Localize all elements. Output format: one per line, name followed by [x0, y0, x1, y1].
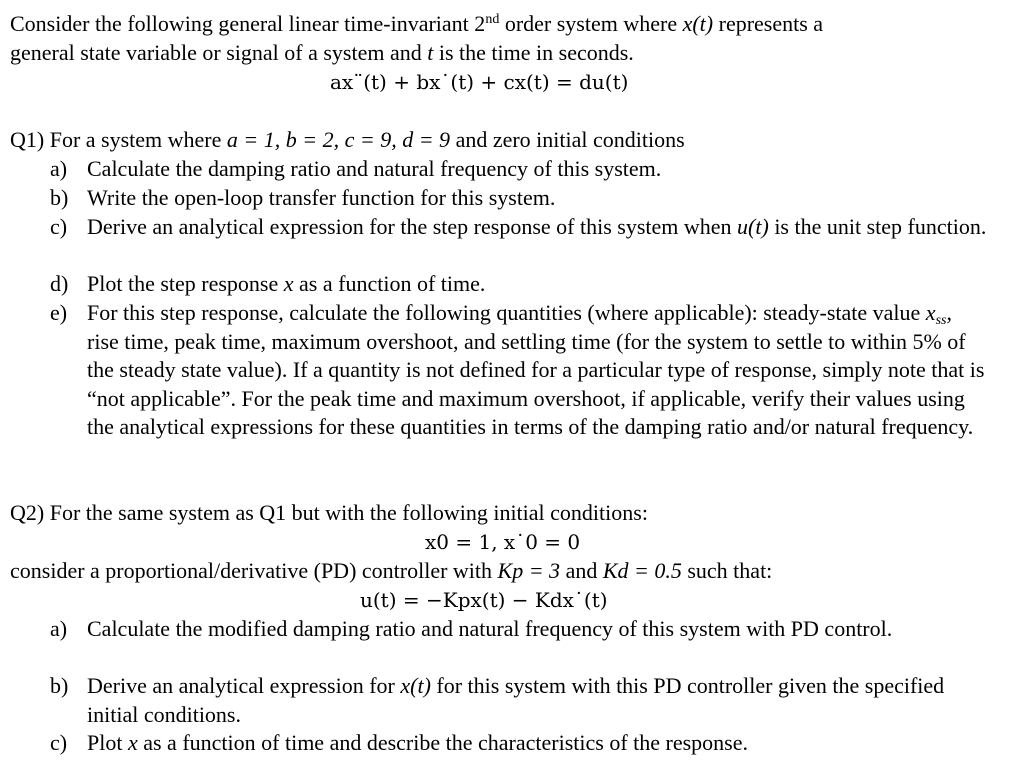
steady-state-variable: x: [925, 300, 936, 325]
q2-heading-text: Q2) For the same system as Q1 but with the following initial conditions:: [10, 500, 648, 525]
state-variable: x(t): [400, 673, 431, 698]
item-label: a): [50, 156, 68, 181]
q2-controller-line: consider a proportional/derivative (PD) controller with Kp = 3 and Kd = 0.5 such that:: [10, 558, 773, 583]
intro-line-1: [10, 10, 823, 39]
intro-text: order system where: [499, 11, 683, 36]
intro-text: Consider the following general linear time-invariant 2: [10, 11, 486, 36]
state-variable: x: [283, 271, 294, 296]
item-text: Plot x as a function of time and describe the characteristics of the response.: [87, 730, 748, 755]
item-label: a): [50, 616, 68, 641]
input-variable: u(t): [737, 214, 769, 239]
kp-value: Kp = 3: [497, 558, 561, 583]
control-law-equation: [360, 586, 608, 615]
item-label: d): [50, 271, 69, 296]
system-equation: [330, 68, 628, 97]
steady-state-subscript: ss: [935, 313, 947, 328]
item-text: For this step response, calculate the following quantities (where applicable): steady-state value $x_{ss}$, rise time, peak time, maximum overshoot, and settling time (for the system to settle to within 5% of the steady state value). If a quantity is not defined for a particular type of response, simply note that is “not applicable”. For the peak time and maximum overshoot, if applicable, verify their values using the analytical expressions for these quantities in terms of the damping ratio and/or natural frequency.: [87, 300, 985, 440]
equation-text: x0 = 1, x˙0 = 0: [425, 530, 581, 554]
item-label: b): [50, 185, 69, 210]
item-label: c): [50, 730, 68, 755]
time-variable: t: [427, 40, 434, 65]
initial-conditions-equation: [425, 528, 580, 557]
intro-text: is the time in seconds.: [433, 40, 634, 65]
q1-heading: [10, 126, 685, 155]
item-label: b): [50, 673, 69, 698]
item-text: Plot the step response x as a function of time.: [87, 271, 486, 296]
state-variable: x: [127, 730, 138, 755]
intro-line-2: [10, 39, 634, 68]
q1-heading-text: and zero initial conditions: [450, 127, 685, 152]
intro-text: represents a: [713, 11, 824, 36]
item-text: Write the open-loop transfer function for this system.: [87, 185, 556, 210]
item-label: c): [50, 214, 68, 239]
equation-text: u(t) = −Kpx(t) − Kdx˙(t): [360, 588, 608, 612]
intro-text: general state variable or signal of a system and: [10, 40, 428, 65]
state-variable: x(t): [682, 11, 714, 36]
item-text: Derive an analytical expression for x(t) for this system with this PD controller given the specified initial conditions.: [87, 673, 945, 727]
q1-heading-text: Q1) For a system where: [10, 127, 227, 152]
item-label: e): [50, 300, 68, 325]
equation-text: ax¨(t) + bx˙(t) + cx(t) = du(t): [330, 70, 629, 94]
q2-heading: [10, 499, 648, 528]
ordinal-superscript: nd: [485, 12, 500, 27]
q1-parameters: a = 1, b = 2, c = 9, d = 9: [226, 127, 451, 152]
item-text: Calculate the modified damping ratio and natural frequency of this system with PD control.: [87, 616, 893, 641]
kd-value: Kd = 0.5: [602, 558, 682, 583]
item-text: Derive an analytical expression for the step response of this system when u(t) is the unit step function.: [87, 214, 987, 239]
item-text: Calculate the damping ratio and natural frequency of this system.: [87, 156, 662, 181]
